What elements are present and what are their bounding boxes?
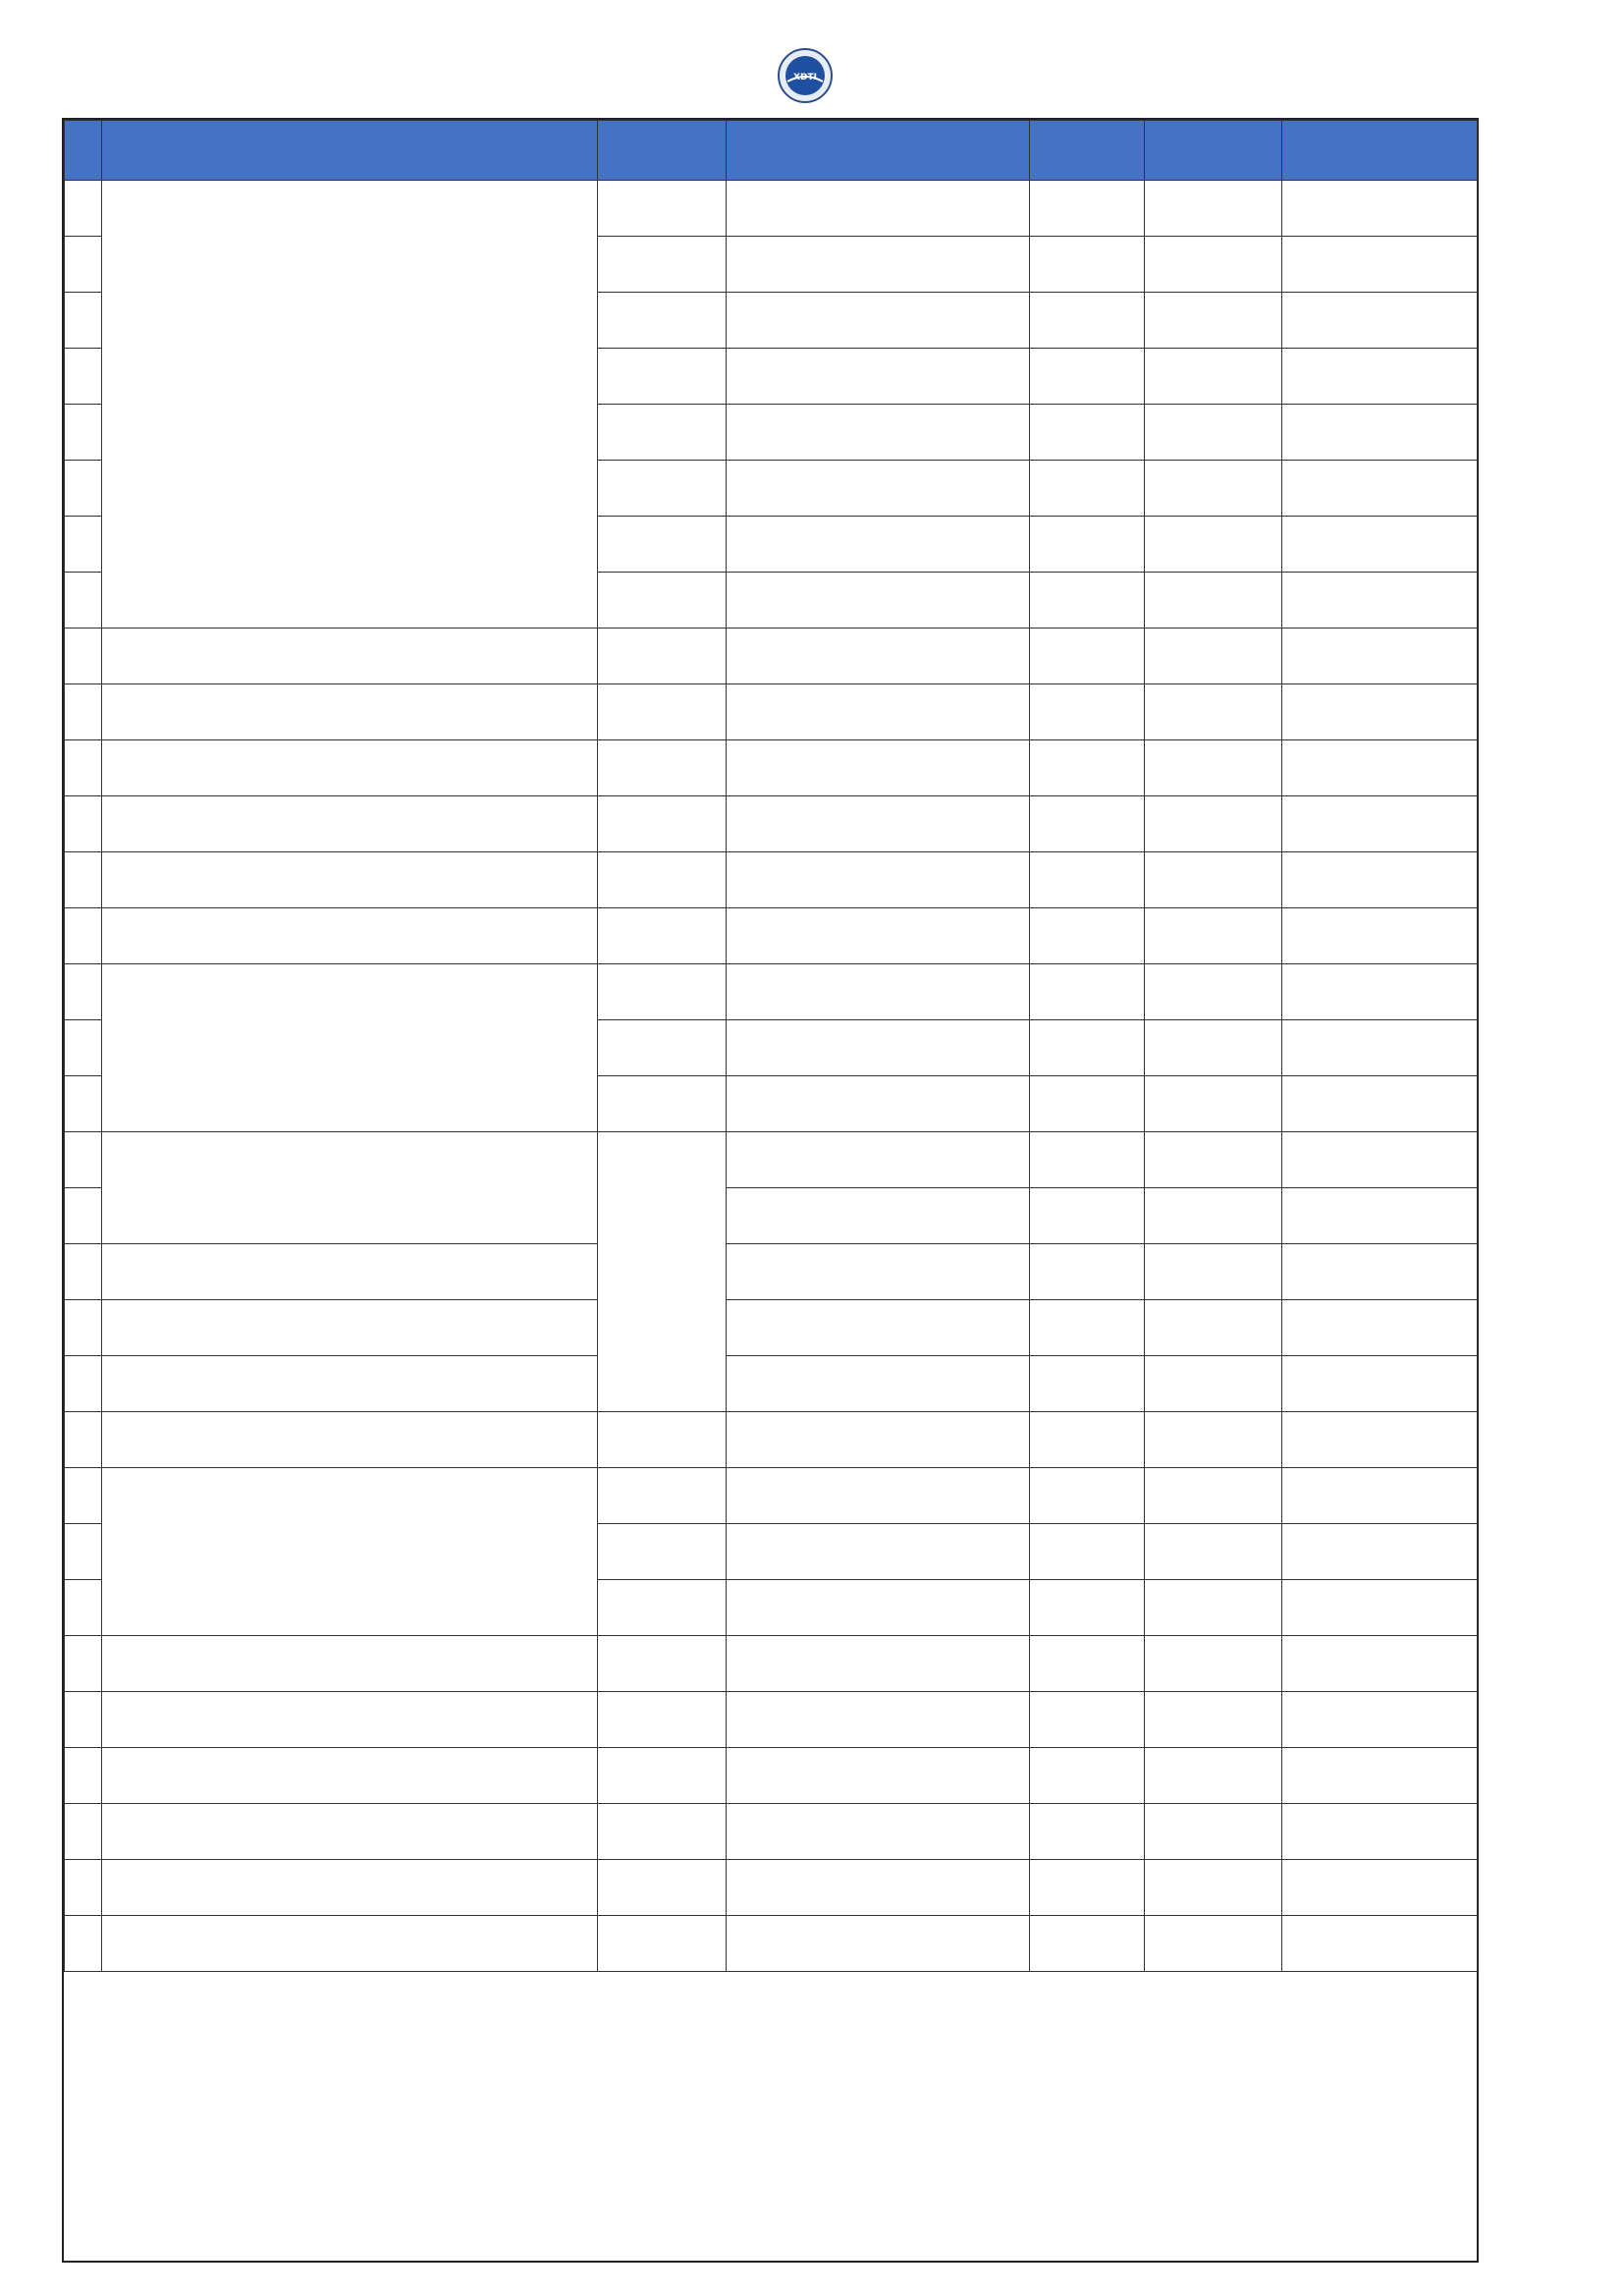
table-row	[65, 1692, 1478, 1748]
row-number	[65, 1468, 102, 1524]
fee-cell	[1145, 181, 1282, 237]
issuer-cell	[1282, 1020, 1478, 1076]
training-time-cell	[727, 573, 1030, 629]
row-number	[65, 405, 102, 461]
location-cell	[1030, 1580, 1145, 1636]
issuer-cell	[1282, 1692, 1478, 1748]
issuer-cell	[1282, 852, 1478, 908]
location-cell	[1030, 1748, 1145, 1804]
fee-cell	[1145, 1636, 1282, 1692]
issuer-cell	[1282, 1748, 1478, 1804]
issuer-cell	[1282, 1524, 1478, 1580]
training-time-cell	[727, 1860, 1030, 1916]
location-cell	[1030, 964, 1145, 1020]
training-time-cell	[727, 405, 1030, 461]
table-header-row	[65, 121, 1478, 181]
location-cell	[1030, 629, 1145, 684]
deadline-cell	[598, 1692, 727, 1748]
major-cell	[102, 1132, 598, 1244]
deadline-cell	[598, 964, 727, 1020]
major-cell	[102, 796, 598, 852]
major-cell	[102, 1300, 598, 1356]
location-cell	[1030, 1468, 1145, 1524]
deadline-cell	[598, 1524, 727, 1580]
row-number	[65, 1636, 102, 1692]
issuer-cell	[1282, 1188, 1478, 1244]
table-row	[65, 684, 1478, 740]
deadline-cell	[598, 1020, 727, 1076]
fee-cell	[1145, 405, 1282, 461]
fee-cell	[1145, 740, 1282, 796]
table-row	[65, 1916, 1478, 1972]
row-number	[65, 1244, 102, 1300]
major-cell	[102, 1468, 598, 1636]
training-time-cell	[727, 908, 1030, 964]
training-time-cell	[727, 1468, 1030, 1524]
major-cell	[102, 629, 598, 684]
training-time-cell	[727, 740, 1030, 796]
col-header-major	[102, 121, 598, 181]
fee-cell	[1145, 852, 1282, 908]
deadline-cell	[598, 1468, 727, 1524]
issuer-cell	[1282, 964, 1478, 1020]
issuer-cell	[1282, 684, 1478, 740]
issuer-cell	[1282, 1468, 1478, 1524]
row-number	[65, 1412, 102, 1468]
location-cell	[1030, 796, 1145, 852]
deadline-cell	[598, 1748, 727, 1804]
row-number	[65, 1748, 102, 1804]
training-time-cell	[727, 796, 1030, 852]
major-cell	[102, 1692, 598, 1748]
issuer-cell	[1282, 1804, 1478, 1860]
fee-cell	[1145, 1804, 1282, 1860]
location-cell	[1030, 1076, 1145, 1132]
deadline-cell	[598, 1804, 727, 1860]
row-number	[65, 293, 102, 349]
fee-cell	[1145, 461, 1282, 517]
row-number	[65, 1020, 102, 1076]
fee-cell	[1145, 1916, 1282, 1972]
row-number	[65, 181, 102, 237]
training-time-cell	[727, 1244, 1030, 1300]
fee-cell	[1145, 1860, 1282, 1916]
issuer-cell	[1282, 349, 1478, 405]
contact-info	[110, 2143, 1465, 2265]
location-cell	[1030, 405, 1145, 461]
training-time-cell	[727, 181, 1030, 237]
row-number	[65, 1188, 102, 1244]
deadline-cell	[598, 852, 727, 908]
training-time-cell	[727, 684, 1030, 740]
major-cell	[102, 684, 598, 740]
issuer-cell	[1282, 293, 1478, 349]
training-time-cell	[727, 237, 1030, 293]
training-time-cell	[727, 1636, 1030, 1692]
training-time-cell	[727, 1300, 1030, 1356]
deadline-cell	[598, 740, 727, 796]
deadline-cell	[598, 461, 727, 517]
training-time-cell	[727, 1692, 1030, 1748]
major-cell	[102, 1244, 598, 1300]
location-cell	[1030, 908, 1145, 964]
major-cell	[102, 740, 598, 796]
deadline-cell	[598, 573, 727, 629]
issuer-cell	[1282, 629, 1478, 684]
location-cell	[1030, 852, 1145, 908]
col-header-issuer	[1282, 121, 1478, 181]
major-cell	[102, 1804, 598, 1860]
location-cell	[1030, 349, 1145, 405]
training-time-cell	[727, 1580, 1030, 1636]
row-number	[65, 740, 102, 796]
row-number	[65, 517, 102, 573]
deadline-cell	[598, 1636, 727, 1692]
table-row	[65, 1636, 1478, 1692]
table-row	[65, 852, 1478, 908]
deadline-cell	[598, 405, 727, 461]
fee-cell	[1145, 1692, 1282, 1748]
location-cell	[1030, 1300, 1145, 1356]
fee-cell	[1145, 1020, 1282, 1076]
issuer-cell	[1282, 1300, 1478, 1356]
location-cell	[1030, 517, 1145, 573]
row-number	[65, 1860, 102, 1916]
fee-cell	[1145, 1244, 1282, 1300]
training-time-cell	[727, 1412, 1030, 1468]
training-time-cell	[727, 1804, 1030, 1860]
row-number	[65, 1132, 102, 1188]
fee-cell	[1145, 1188, 1282, 1244]
location-cell	[1030, 1244, 1145, 1300]
major-cell	[102, 908, 598, 964]
location-cell	[1030, 1132, 1145, 1188]
deadline-cell	[598, 629, 727, 684]
row-number	[65, 349, 102, 405]
fee-cell	[1145, 1356, 1282, 1412]
issuer-cell	[1282, 461, 1478, 517]
table-row	[65, 908, 1478, 964]
location-cell	[1030, 1692, 1145, 1748]
row-number	[65, 1076, 102, 1132]
deadline-cell	[598, 349, 727, 405]
table-row	[65, 1244, 1478, 1300]
issuer-cell	[1282, 1412, 1478, 1468]
training-time-cell	[727, 1132, 1030, 1188]
issuer-cell	[1282, 1580, 1478, 1636]
training-time-cell	[727, 461, 1030, 517]
training-time-cell	[727, 1524, 1030, 1580]
major-cell	[102, 1636, 598, 1692]
table-row	[65, 181, 1478, 237]
table-row	[65, 1300, 1478, 1356]
issuer-cell	[1282, 1244, 1478, 1300]
fee-cell	[1145, 1412, 1282, 1468]
major-cell	[102, 852, 598, 908]
training-time-cell	[727, 629, 1030, 684]
fee-cell	[1145, 1468, 1282, 1524]
issuer-cell	[1282, 796, 1478, 852]
row-number	[65, 1524, 102, 1580]
row-number	[65, 1356, 102, 1412]
deadline-cell	[598, 181, 727, 237]
row-number	[65, 461, 102, 517]
deadline-cell	[598, 684, 727, 740]
deadline-cell	[598, 1076, 727, 1132]
location-cell	[1030, 1412, 1145, 1468]
table-row	[65, 740, 1478, 796]
table-row	[65, 1412, 1478, 1468]
location-cell	[1030, 1860, 1145, 1916]
fee-cell	[1145, 684, 1282, 740]
table-row	[65, 1860, 1478, 1916]
issuer-cell	[1282, 517, 1478, 573]
fee-cell	[1145, 908, 1282, 964]
col-header-location	[1030, 121, 1145, 181]
major-cell	[102, 1860, 598, 1916]
fee-cell	[1145, 517, 1282, 573]
issuer-cell	[1282, 1916, 1478, 1972]
row-number	[65, 1692, 102, 1748]
table-row	[65, 1132, 1478, 1188]
deadline-cell	[598, 1412, 727, 1468]
fee-cell	[1145, 964, 1282, 1020]
location-cell	[1030, 237, 1145, 293]
major-cell	[102, 1916, 598, 1972]
training-time-cell	[727, 517, 1030, 573]
deadline-cell	[598, 237, 727, 293]
location-cell	[1030, 1188, 1145, 1244]
location-cell	[1030, 293, 1145, 349]
deadline-cell	[598, 1580, 727, 1636]
row-number	[65, 684, 102, 740]
fee-cell	[1145, 293, 1282, 349]
training-time-cell	[727, 1076, 1030, 1132]
row-number	[65, 908, 102, 964]
fee-cell	[1145, 573, 1282, 629]
fee-cell	[1145, 1076, 1282, 1132]
table-row	[65, 629, 1478, 684]
svg-text:XDTI: XDTI	[792, 73, 817, 82]
issuer-cell	[1282, 740, 1478, 796]
row-number	[65, 629, 102, 684]
fee-cell	[1145, 1524, 1282, 1580]
table-row	[65, 1804, 1478, 1860]
table-row	[65, 1356, 1478, 1412]
fee-cell	[1145, 1748, 1282, 1804]
major-cell	[102, 1356, 598, 1412]
major-cell	[102, 1412, 598, 1468]
issuer-cell	[1282, 181, 1478, 237]
table-row	[65, 1748, 1478, 1804]
training-time-cell	[727, 1020, 1030, 1076]
issuer-cell	[1282, 1860, 1478, 1916]
issuer-cell	[1282, 1132, 1478, 1188]
location-cell	[1030, 1020, 1145, 1076]
issuer-cell	[1282, 573, 1478, 629]
training-time-cell	[727, 1188, 1030, 1244]
deadline-cell	[598, 796, 727, 852]
schedule-table	[64, 120, 1478, 1972]
row-number	[65, 1916, 102, 1972]
xdti-logo-icon	[778, 48, 833, 103]
location-cell	[1030, 461, 1145, 517]
location-cell	[1030, 1916, 1145, 1972]
issuer-cell	[1282, 1076, 1478, 1132]
row-number	[65, 964, 102, 1020]
training-time-cell	[727, 293, 1030, 349]
fee-cell	[1145, 1132, 1282, 1188]
schedule-sheet	[62, 118, 1479, 2263]
title-bar	[0, 44, 1623, 107]
location-cell	[1030, 1636, 1145, 1692]
fee-cell	[1145, 349, 1282, 405]
row-number	[65, 237, 102, 293]
issuer-cell	[1282, 237, 1478, 293]
location-cell	[1030, 573, 1145, 629]
row-number	[65, 852, 102, 908]
fee-cell	[1145, 1580, 1282, 1636]
training-time-cell	[727, 1356, 1030, 1412]
deadline-cell	[598, 1860, 727, 1916]
row-number	[65, 1300, 102, 1356]
training-time-cell	[727, 349, 1030, 405]
issuer-cell	[1282, 1356, 1478, 1412]
location-cell	[1030, 181, 1145, 237]
deadline-cell	[598, 908, 727, 964]
row-number	[65, 1804, 102, 1860]
location-cell	[1030, 684, 1145, 740]
training-time-cell	[727, 1916, 1030, 1972]
location-cell	[1030, 740, 1145, 796]
fee-cell	[1145, 629, 1282, 684]
col-header-time	[727, 121, 1030, 181]
location-cell	[1030, 1356, 1145, 1412]
location-cell	[1030, 1524, 1145, 1580]
fee-cell	[1145, 1300, 1282, 1356]
row-number	[65, 796, 102, 852]
issuer-cell	[1282, 405, 1478, 461]
row-number	[65, 573, 102, 629]
col-header-fee	[1145, 121, 1282, 181]
col-header-no	[65, 121, 102, 181]
training-time-cell	[727, 1748, 1030, 1804]
training-time-cell	[727, 852, 1030, 908]
training-time-cell	[727, 964, 1030, 1020]
table-row	[65, 964, 1478, 1020]
fee-cell	[1145, 237, 1282, 293]
row-number	[65, 1580, 102, 1636]
fee-cell	[1145, 796, 1282, 852]
table-row	[65, 1468, 1478, 1524]
deadline-cell	[598, 517, 727, 573]
issuer-cell	[1282, 1636, 1478, 1692]
major-cell	[102, 181, 598, 629]
major-cell	[102, 1748, 598, 1804]
location-cell	[1030, 1804, 1145, 1860]
major-cell	[102, 964, 598, 1132]
table-row	[65, 796, 1478, 852]
deadline-cell	[598, 1916, 727, 1972]
deadline-cell	[598, 293, 727, 349]
col-header-deadline	[598, 121, 727, 181]
issuer-cell	[1282, 908, 1478, 964]
deadline-cell	[598, 1132, 727, 1412]
